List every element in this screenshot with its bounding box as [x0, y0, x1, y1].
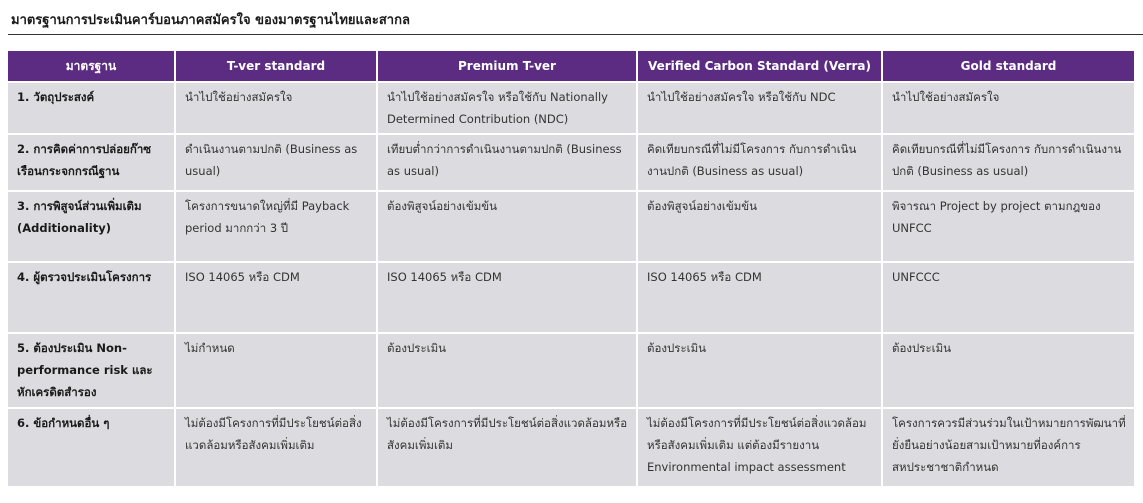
- header-premium-tver: Premium T-ver: [377, 51, 637, 82]
- standards-comparison-table: [8, 51, 1134, 486]
- table-cell: ISO 14065 หรือ CDM: [637, 262, 882, 333]
- row-label: 4. ผู้ตรวจประเมินโครงการ: [8, 262, 175, 333]
- document-title: มาตรฐานการประเมินคาร์บอนภาคสมัครใจ ของมาตรฐานไทยและสากล: [11, 13, 410, 28]
- title-divider: [8, 34, 1143, 35]
- table-cell: ต้องพิสูจน์อย่างเข้มข้น: [377, 191, 637, 262]
- row-label: 1. วัตถุประสงค์: [8, 82, 175, 134]
- table-row: [8, 134, 1134, 191]
- table-cell: ไม่ต้องมีโครงการที่มีประโยชน์ต่อสิ่งแวดล้อมหรือสังคมเพิ่มเติม: [377, 408, 637, 486]
- header-tver: T-ver standard: [175, 51, 377, 82]
- table-cell: ไม่กำหนด: [175, 333, 377, 408]
- row-label: 3. การพิสูจน์ส่วนเพิ่มเติม (Additionality): [8, 191, 175, 262]
- table-cell: ดำเนินงานตามปกติ (Business as usual): [175, 134, 377, 191]
- header-gold-standard: Gold standard: [882, 51, 1134, 82]
- table-cell: โครงการควรมีส่วนร่วมในเป้าหมายการพัฒนาที่ยั่งยืนอย่างน้อยสามเป้าหมายที่องค์การสหประชาชาติกำหนด: [882, 408, 1134, 486]
- table-cell: นำไปใช้อย่างสมัครใจ: [175, 82, 377, 134]
- table-cell: พิจารณา Project by project ตามกฎของ UNFCC: [882, 191, 1134, 262]
- header-standard: มาตรฐาน: [8, 51, 175, 82]
- table-cell: UNFCCC: [882, 262, 1134, 333]
- header-verra: Verified Carbon Standard (Verra): [637, 51, 882, 82]
- row-label: 2. การคิดค่าการปล่อยก๊าซเรือนกระจกกรณีฐาน: [8, 134, 175, 191]
- table-cell: ต้องประเมิน: [637, 333, 882, 408]
- table-cell: นำไปใช้อย่างสมัครใจ หรือใช้กับ Nationally Determined Contribution (NDC): [377, 82, 637, 134]
- table-cell: คิดเทียบกรณีที่ไม่มีโครงการ กับการดำเนินงานปกติ (Business as usual): [637, 134, 882, 191]
- table-cell: คิดเทียบกรณีที่ไม่มีโครงการ กับการดำเนินงานปกติ (Business as usual): [882, 134, 1134, 191]
- table-cell: ไม่ต้องมีโครงการที่มีประโยชน์ต่อสิ่งแวดล้อมหรือสังคมเพิ่มเติม แต่ต้องมีรายงาน Environmental impact assessment: [637, 408, 882, 486]
- row-label: 5. ต้องประเมิน Non-performance risk และหักเครดิตสำรอง: [8, 333, 175, 408]
- table-cell: ต้องประเมิน: [882, 333, 1134, 408]
- table-row: [8, 408, 1134, 486]
- table-cell: นำไปใช้อย่างสมัครใจ หรือใช้กับ NDC: [637, 82, 882, 134]
- table-cell: เทียบต่ำกว่าการดำเนินงานตามปกติ (Business as usual): [377, 134, 637, 191]
- table-cell: ISO 14065 หรือ CDM: [377, 262, 637, 333]
- table-cell: ต้องประเมิน: [377, 333, 637, 408]
- table-cell: ไม่ต้องมีโครงการที่มีประโยชน์ต่อสิ่งแวดล้อมหรือสังคมเพิ่มเติม: [175, 408, 377, 486]
- table-header-row: [8, 51, 1134, 82]
- table-cell: โครงการขนาดใหญ่ที่มี Payback period มากกว่า 3 ปี: [175, 191, 377, 262]
- table-row: [8, 191, 1134, 262]
- table-cell: ISO 14065 หรือ CDM: [175, 262, 377, 333]
- table-row: [8, 333, 1134, 408]
- table-row: [8, 262, 1134, 333]
- table-cell: ต้องพิสูจน์อย่างเข้มข้น: [637, 191, 882, 262]
- row-label: 6. ข้อกำหนดอื่น ๆ: [8, 408, 175, 486]
- table-cell: นำไปใช้อย่างสมัครใจ: [882, 82, 1134, 134]
- table-row: [8, 82, 1134, 134]
